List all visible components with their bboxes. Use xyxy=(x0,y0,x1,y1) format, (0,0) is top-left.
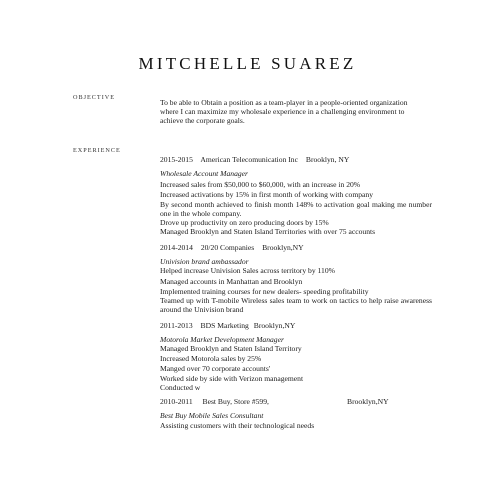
job-dates: 2014-2014 xyxy=(160,243,193,252)
job-bullet: By second month achieved to finish month 148% to activation goal making me number one in the whole company. xyxy=(160,200,432,218)
objective-text: To be able to Obtain a position as a team-player in a people-oriented organization where I can maximize my wholesale experience in a challenging environment to achieve the corporate goals. xyxy=(160,98,408,125)
job-bullet: Managed Brooklyn and Staten Island Territory xyxy=(160,344,302,353)
job-bullet: Increased activations by 15% in first month of working with company xyxy=(160,190,373,199)
job-bullet: Assisting customers with their technological needs xyxy=(160,421,315,430)
job-dates: 2011-2013 xyxy=(160,321,193,330)
job-bullet: Manged over 70 corporate accounts' xyxy=(160,364,271,373)
job-bullet: Worked side by side with Verizon management xyxy=(160,374,304,383)
job-header xyxy=(160,321,295,330)
job-location: Brooklyn,NY xyxy=(262,243,304,252)
objective-section-label: OBJECTIVE xyxy=(73,94,115,101)
job-location: Brooklyn,NY xyxy=(253,321,296,330)
job-bullet: Managed Brooklyn and Staten Island Territories with over 75 accounts xyxy=(160,227,376,236)
job-dates: 2010-2011 xyxy=(160,397,193,406)
job-title: Wholesale Account Manager xyxy=(160,169,249,178)
job-location: Brooklyn,NY xyxy=(347,397,389,406)
candidate-name: MITCHELLE SUAREZ xyxy=(138,54,357,73)
job-bullet: Implemented training courses for new dealers- speeding profitability xyxy=(160,287,369,296)
job-bullet: Increased sales from $50,000 to $60,000, with an increase in 20% xyxy=(160,180,361,189)
job-bullet: Managed accounts in Manhattan and Brooklyn xyxy=(160,277,303,286)
job-employer: American Telecomunication Inc xyxy=(200,155,298,164)
job-bullet: Teamed up with T-mobile Wireless sales team to work on tactics to help raise awareness around the Univision brand xyxy=(160,296,432,314)
job-header xyxy=(160,243,304,252)
job-location: Brooklyn, NY xyxy=(305,155,350,164)
job-bullet: Drove up productivity on zero producing doors by 15% xyxy=(160,218,329,227)
job-bullet: Helped increase Univision Sales across territory by 110% xyxy=(160,266,335,275)
job-bullet: Increased Motorola sales by 25% xyxy=(160,354,262,363)
job-title: Univision brand ambassador xyxy=(160,257,249,266)
job-title: Best Buy Mobile Sales Consultant xyxy=(160,411,264,420)
job-bullet: Conducted w xyxy=(160,383,201,392)
experience-section-label: EXPERIENCE xyxy=(73,147,121,154)
job-dates: 2015-2015 xyxy=(160,155,193,164)
job-employer: 20/20 Companies xyxy=(200,243,255,252)
job-employer: Best Buy, Store #599, xyxy=(202,397,269,406)
job-title: Motorola Market Development Manager xyxy=(160,335,284,344)
job-header xyxy=(160,155,349,164)
job-employer: BDS Marketing xyxy=(200,321,249,330)
job-header xyxy=(160,397,269,406)
